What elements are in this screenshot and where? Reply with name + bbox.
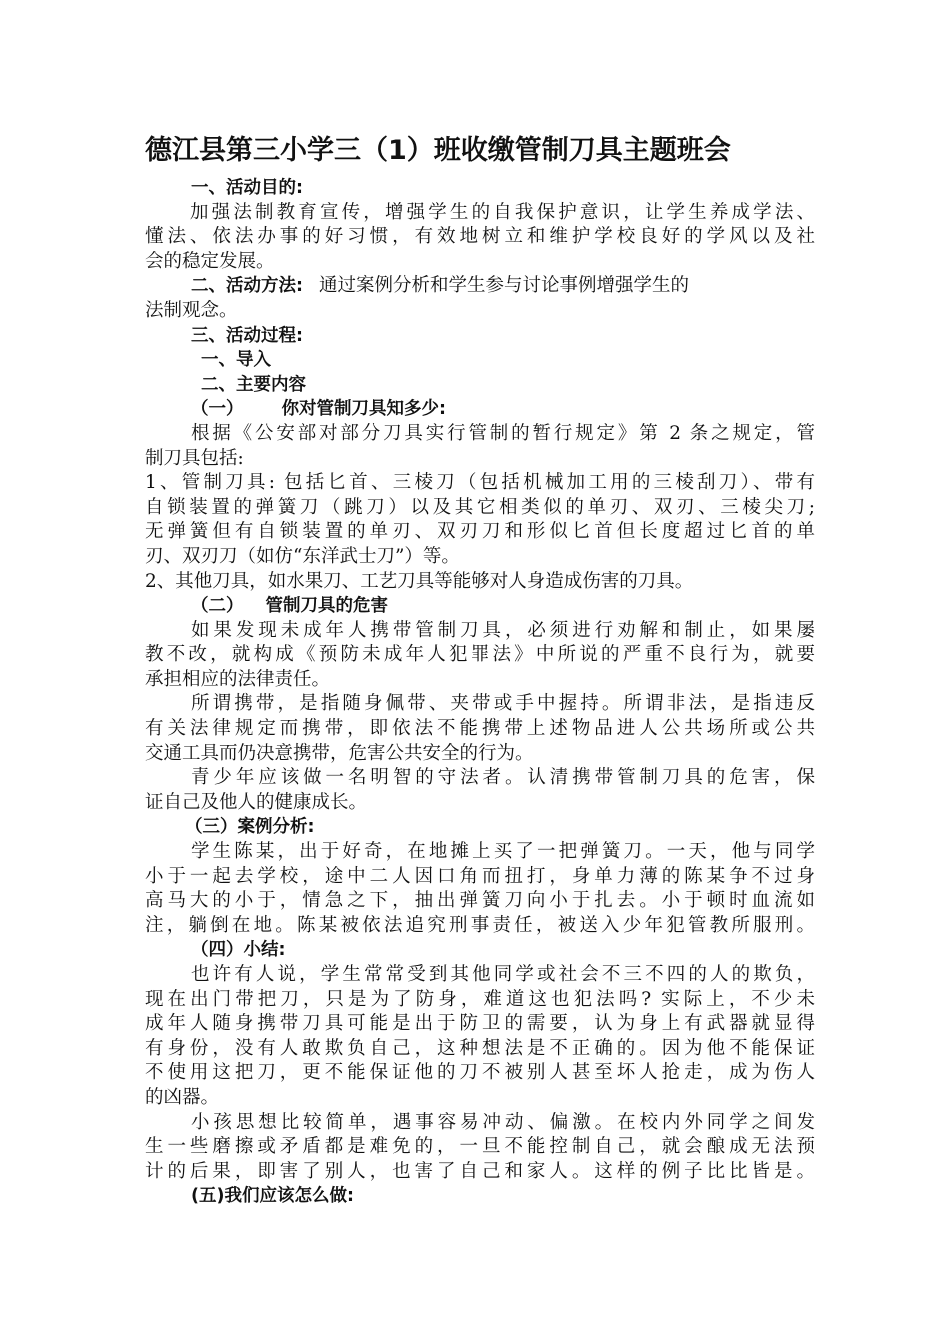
section-heading-process: 三、活动过程: [191,325,303,346]
paragraph-line: 制刀具包括: [145,447,244,469]
document-body [145,176,815,1209]
paragraph-line: 所谓携带，是指随身佩带、夹带或手中握持。所谓非法，是指违反 [191,693,815,715]
paragraph-line: 学生陈某，出于好奇，在地摊上买了一把弹簧刀。一天，他与同学 [191,841,815,863]
method-line [145,274,815,299]
subsection-heading-2 [145,594,815,619]
subsection-heading-3: （三）案例分析: [185,817,315,838]
paragraph-line: 有关法律规定而携带，即依法不能携带上述物品进人公共场所或公共 [145,718,815,740]
subsection-heading-5: (五)我们应该怎么做: [191,1186,354,1207]
paragraph-line: 生一些磨擦或矛盾都是难免的，一旦不能控制自己，就会酿成无法预 [145,1136,815,1158]
paragraph-line: 高马大的小于，情急之下，抽出弹簧刀向小于扎去。小于顿时血流如 [145,890,815,912]
paragraph-line: 小孩思想比较简单，遇事容易冲动、偏激。在校内外同学之间发 [191,1111,815,1133]
subsection-number: （一） [191,399,244,420]
subsection-heading-intro: 一、导入 [201,350,271,371]
paragraph-line: 有身份，没有人敢欺负自己，这种想法是不正确的。因为他不能保证 [145,1037,815,1059]
paragraph-line: 承担相应的法律责任。 [145,668,331,690]
paragraph-line: 无弹簧但有自锁装置的单刃、双刃刀和形似匕首但长度超过匕首的单 [145,521,815,543]
paragraph-line: 刃、双刃刀（如仿“东洋武士刀”）等。 [145,545,460,567]
section-heading-method: 二、活动方法: [191,276,303,297]
paragraph-line: 的凶器。 [145,1086,220,1108]
paragraph-line: 加强法制教育宣传，增强学生的自我保护意识，让学生养成学法、 [190,201,815,223]
paragraph-line: 小于一起去学校，途中二人因口角而扭打，身单力薄的陈某争不过身 [145,865,815,887]
paragraph-line: 如果发现未成年人携带管制刀具，必须进行劝解和制止，如果屡 [191,619,815,641]
paragraph-line: 2、其他刀具，如水果刀、工艺刀具等能够对人身造成伤害的刀具。 [145,570,694,592]
paragraph-line: 自锁装置的弹簧刀（跳刀）以及其它相类似的单刃、双刃、三棱尖刀; [145,496,815,518]
paragraph-line: 会的稳定发展。 [145,250,275,272]
subsection-heading-1 [145,397,815,422]
paragraph-line: 1、管制刀具: 包括匕首、三棱刀（包括机械加工用的三棱刮刀）、带有 [145,472,815,494]
subsection-heading-4: （四）小结: [191,940,286,961]
paragraph-line: 懂法、依法办事的好习惯，有效地树立和维护学校良好的学风以及社 [145,226,815,248]
paragraph-line: 计的后果，即害了别人，也害了自己和家人。这样的例子比比皆是。 [145,1160,815,1182]
section-heading-purpose: 一、活动目的: [191,178,303,198]
subsection-title: 管制刀具的危害 [265,596,388,617]
subsection-number: （二） [191,596,244,617]
paragraph-line: 青少年应该做一名明智的守法者。认清携带管制刀具的危害，保 [191,767,815,789]
paragraph-line: 交通工具而仍决意携带，危害公共安全的行为。 [145,742,534,764]
paragraph-line: 教不改，就构成《预防未成年人犯罪法》中所说的严重不良行为，就要 [145,644,815,666]
paragraph-line: 法制观念。 [145,299,238,321]
paragraph-line: 注，躺倒在地。陈某被依法追究刑事责任，被送入少年犯管教所服刑。 [145,914,815,936]
paragraph-line: 根据《公安部对部分刀具实行管制的暂行规定》第 2 条之规定，管 [191,422,815,444]
paragraph-line: 现在出门带把刀，只是为了防身，难道这也犯法吗? 实际上，不少未 [145,988,815,1010]
subsection-title: 你对管制刀具知多少: [281,399,446,420]
document-title: 德江县第三小学三（1）班收缴管制刀具主题班会 [145,135,731,166]
subsection-heading-main: 二、主要内容 [201,374,306,395]
paragraph-line: 证自己及他人的健康成长。 [145,791,368,813]
paragraph-line: 不使用这把刀，更不能保证他的刀不被别人甚至坏人抢走，成为伤人 [145,1062,815,1084]
paragraph-line: 也许有人说，学生常常受到其他同学或社会不三不四的人的欺负， [191,964,815,985]
method-text: 通过案例分析和学生参与讨论事例增强学生的 [319,275,690,297]
paragraph-line: 成年人随身携带刀具可能是出于防卫的需要，认为身上有武器就显得 [145,1013,815,1035]
